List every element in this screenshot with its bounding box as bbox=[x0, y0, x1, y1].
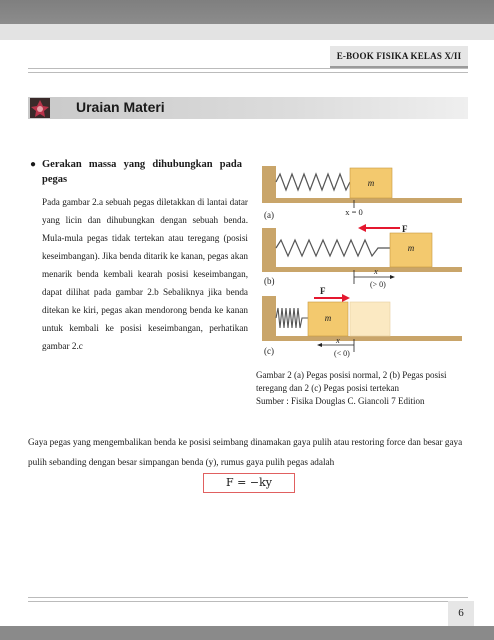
mass-label: m bbox=[367, 178, 375, 188]
panel-c-label: (c) bbox=[264, 346, 274, 356]
bullet-heading-continued: pegas bbox=[42, 174, 68, 185]
ghost-block bbox=[350, 302, 390, 336]
header-divider bbox=[28, 72, 468, 73]
page-number: 6 bbox=[458, 607, 464, 619]
section-title: Uraian Materi bbox=[76, 99, 165, 115]
page-number-box bbox=[448, 601, 474, 626]
caption-source: Sumber : Fisika Douglas C. Giancoli 7 Edition bbox=[256, 396, 425, 406]
top-header-bar bbox=[0, 0, 494, 24]
ebook-title-box bbox=[330, 46, 468, 68]
panel-a bbox=[262, 166, 462, 220]
header-divider bbox=[28, 68, 468, 69]
ebook-title: E-BOOK FISIKA KELAS X/II bbox=[336, 51, 462, 61]
section-logo-icon bbox=[30, 98, 50, 118]
panel-b bbox=[262, 224, 462, 289]
x-label: x bbox=[336, 335, 340, 345]
caption-line: Gambar 2 (a) Pegas posisi normal, 2 (b) Pegas posisi bbox=[256, 370, 447, 380]
top-header-band bbox=[0, 24, 494, 40]
bullet-icon: ● bbox=[30, 159, 37, 170]
spring-mass-figure bbox=[262, 160, 462, 370]
footer-divider bbox=[28, 601, 468, 602]
bullet-heading: Gerakan massa yang dihubungkan pada bbox=[42, 159, 242, 170]
restoring-force-formula: F = −ky bbox=[226, 476, 272, 489]
x-zero-label: x = 0 bbox=[345, 207, 363, 217]
footer-divider bbox=[28, 597, 468, 598]
force-label: F bbox=[320, 286, 326, 296]
panel-c bbox=[262, 286, 462, 358]
bullet-paragraph: Pada gambar 2.a sebuah pegas diletakkan di lantai datar yang licin dan dihubungkan dengan sebuah benda. Mula-mula pegas tidak tertekan atau teregang (posisi keseimbangan). Jika benda ditarik ke kanan, pegas akan menarik benda kembali kearah posisi keseimbangan, dapat dilihat pada gambar 2.b Sebaliknya jika benda ditekan ke kiri, pegas akan mendorong benda ke kanan untuk kembali ke posisi keseimbangan, perhatikan gambar 2.c bbox=[42, 197, 248, 351]
figure-caption bbox=[256, 369, 466, 408]
caption-line: teregang dan 2 (c) Pegas posisi tertekan bbox=[256, 383, 399, 393]
panel-b-label: (b) bbox=[264, 276, 275, 286]
x-negative-label: (< 0) bbox=[334, 349, 350, 358]
formula-box bbox=[203, 473, 295, 493]
x-label: x bbox=[374, 266, 378, 276]
mass-label: m bbox=[407, 243, 415, 253]
force-label: F bbox=[402, 224, 408, 234]
mass-label: m bbox=[324, 313, 332, 323]
panel-a-label: (a) bbox=[264, 210, 274, 220]
body-paragraph: Gaya pegas yang mengembalikan benda ke posisi seimbang dinamakan gaya pulih atau restoring force dan besar gaya pulih sebanding dengan besar simpangan benda (y), rumus gaya pulih pegas adalah bbox=[28, 437, 463, 467]
bottom-footer-band bbox=[0, 626, 494, 640]
x-positive-label: (> 0) bbox=[370, 280, 386, 289]
